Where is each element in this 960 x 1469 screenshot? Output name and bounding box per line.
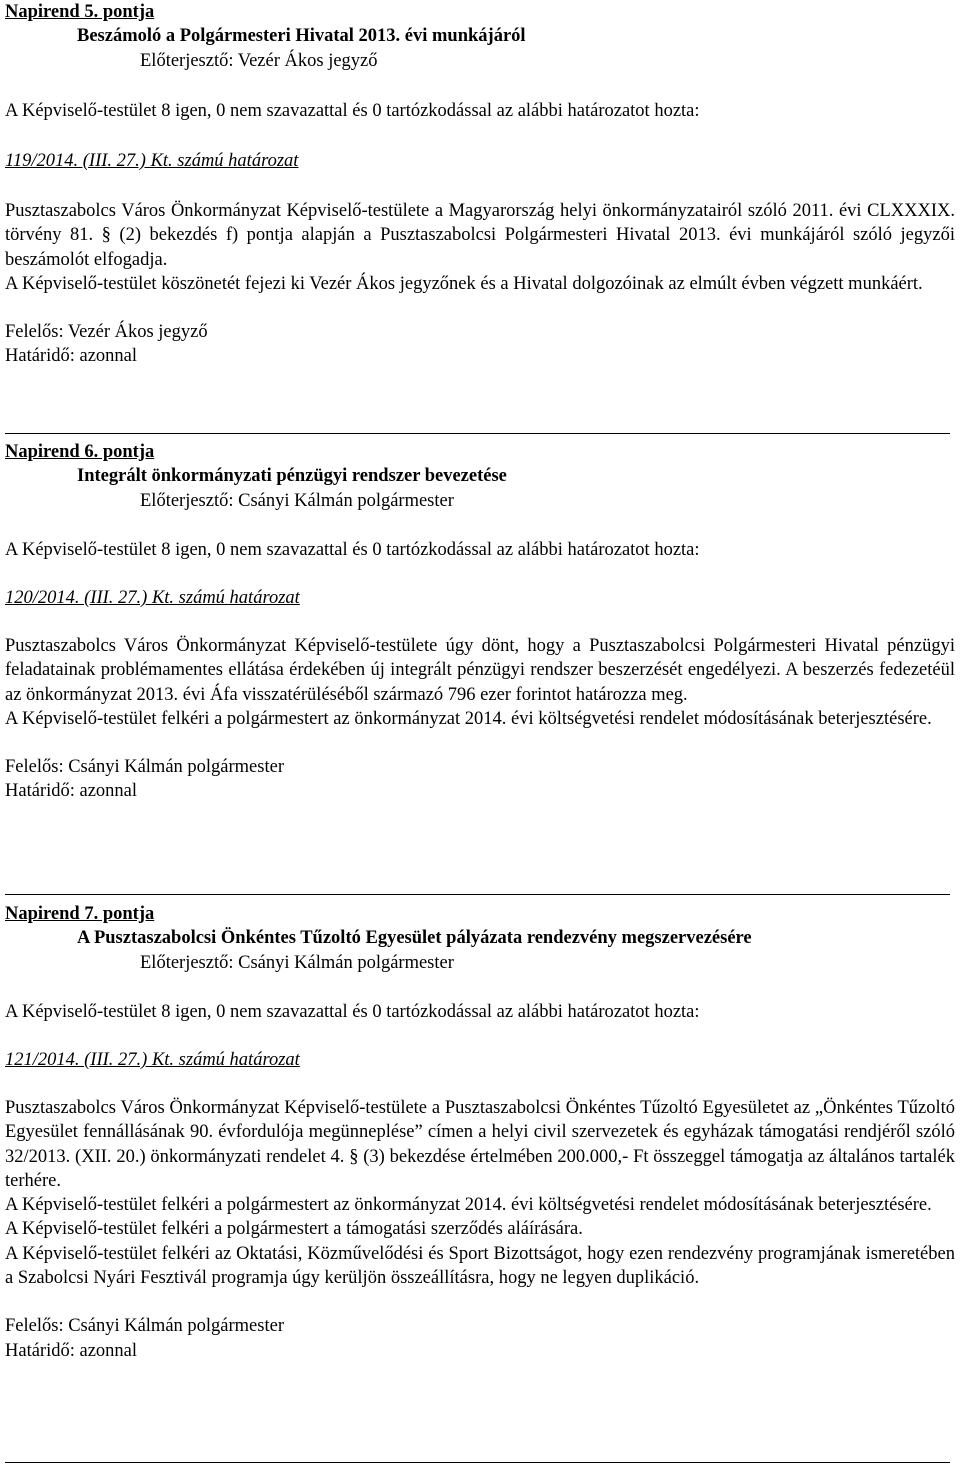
agenda-title: A Pusztaszabolcsi Önkéntes Tűzoltó Egyesület pályázata rendezvény megszervezésére — [77, 928, 752, 948]
agenda-title: Integrált önkormányzati pénzügyi rendszer bevezetése — [77, 466, 507, 486]
section-divider — [5, 1462, 950, 1463]
agenda-section-5 — [5, 0, 955, 369]
agenda-section-6 — [5, 440, 955, 804]
agenda-heading: Napirend 7. pontja — [5, 904, 155, 924]
resolution-number: 121/2014. (III. 27.) Kt. számú határozat — [5, 1050, 300, 1070]
responsible-line: Felelős: Vezér Ákos jegyző — [5, 322, 208, 343]
deadline-line: Határidő: azonnal — [5, 781, 138, 802]
section-divider — [5, 894, 950, 895]
deadline-line: Határidő: azonnal — [5, 346, 138, 367]
resolution-number: 120/2014. (III. 27.) Kt. számú határozat — [5, 588, 300, 608]
section-divider — [5, 433, 950, 434]
resolution-paragraph: A Képviselő-testület köszönetét fejezi ki Vezér Ákos jegyzőnek és a Hivatal dolgozóinak az elmúlt évben végzett munkáért. — [5, 273, 923, 294]
agenda-heading: Napirend 5. pontja — [5, 2, 155, 22]
agenda-heading: Napirend 6. pontja — [5, 442, 155, 462]
agenda-section-7 — [5, 902, 955, 1363]
resolution-paragraph: Pusztaszabolcs Város Önkormányzat Képviselő-testülete a Pusztaszabolcsi Önkéntes Tűzoltó Egyesületet az „Önkéntes Tűzoltó Egyesület fennállásának 90. évfordulója megünneplése” címen a helyi civil szervezetek és egyházak támogatási rendjéről szóló 32/2013. (XII. 20.) önkormányzati rendelet 4. § (3) bekezdése értelmében 200.000,- Ft összeggel támogatja az általános tartalék terhére. — [5, 1098, 955, 1191]
resolution-paragraph: A Képviselő-testület felkéri a polgármestert az önkormányzat 2014. évi költségvetési rendelet módosításának beterjesztésére. — [5, 708, 932, 729]
vote-result: A Képviselő-testület 8 igen, 0 nem szavazattal és 0 tartózkodással az alábbi határozatot hozta: — [5, 540, 700, 560]
responsible-line: Felelős: Csányi Kálmán polgármester — [5, 757, 284, 778]
resolution-paragraph: Pusztaszabolcs Város Önkormányzat Képviselő-testülete úgy dönt, hogy a Pusztaszabolcsi Polgármesteri Hivatal pénzügyi feladatainak problémamentes ellátása érdekében új integrált pénzügyi rendszer beszerzését engedélyezi. A beszerzés fedezetéül az önkormányzat 2013. évi Áfa visszatérüléséből származó 796 ezer forintot határozza meg. — [5, 636, 955, 705]
responsible-line: Felelős: Csányi Kálmán polgármester — [5, 1316, 284, 1337]
presenter-line: Előterjesztő: Csányi Kálmán polgármester — [140, 953, 454, 973]
vote-result: A Képviselő-testület 8 igen, 0 nem szavazattal és 0 tartózkodással az alábbi határozatot hozta: — [5, 101, 700, 121]
presenter-line: Előterjesztő: Vezér Ákos jegyző — [140, 51, 378, 71]
resolution-paragraph: Pusztaszabolcs Város Önkormányzat Képviselő-testülete a Magyarország helyi önkormányzatairól szóló 2011. évi CLXXXIX. törvény 81. § (2) bekezdés f) pontja alapján a Pusztaszabolcsi Polgármesteri Hivatal 2013. évi munkájáról szóló jegyzői beszámolót elfogadja. — [5, 201, 955, 270]
resolution-paragraph: A Képviselő-testület felkéri a polgármestert a támogatási szerződés aláírására. — [5, 1219, 583, 1240]
resolution-number: 119/2014. (III. 27.) Kt. számú határozat — [5, 151, 299, 171]
resolution-paragraph: A Képviselő-testület felkéri a polgármestert az önkormányzat 2014. évi költségvetési rendelet módosításának beterjesztésére. — [5, 1195, 932, 1216]
presenter-line: Előterjesztő: Csányi Kálmán polgármester — [140, 491, 454, 511]
agenda-title: Beszámoló a Polgármesteri Hivatal 2013. évi munkájáról — [77, 26, 526, 46]
resolution-paragraph: A Képviselő-testület felkéri az Oktatási, Közművelődési és Sport Bizottságot, hogy ezen rendezvény programjának ismeretében a Szabolcsi Nyári Fesztivál programja úgy kerüljön összeállításra, hogy ne legyen duplikáció. — [5, 1243, 955, 1289]
vote-result: A Képviselő-testület 8 igen, 0 nem szavazattal és 0 tartózkodással az alábbi határozatot hozta: — [5, 1002, 700, 1022]
deadline-line: Határidő: azonnal — [5, 1340, 138, 1361]
